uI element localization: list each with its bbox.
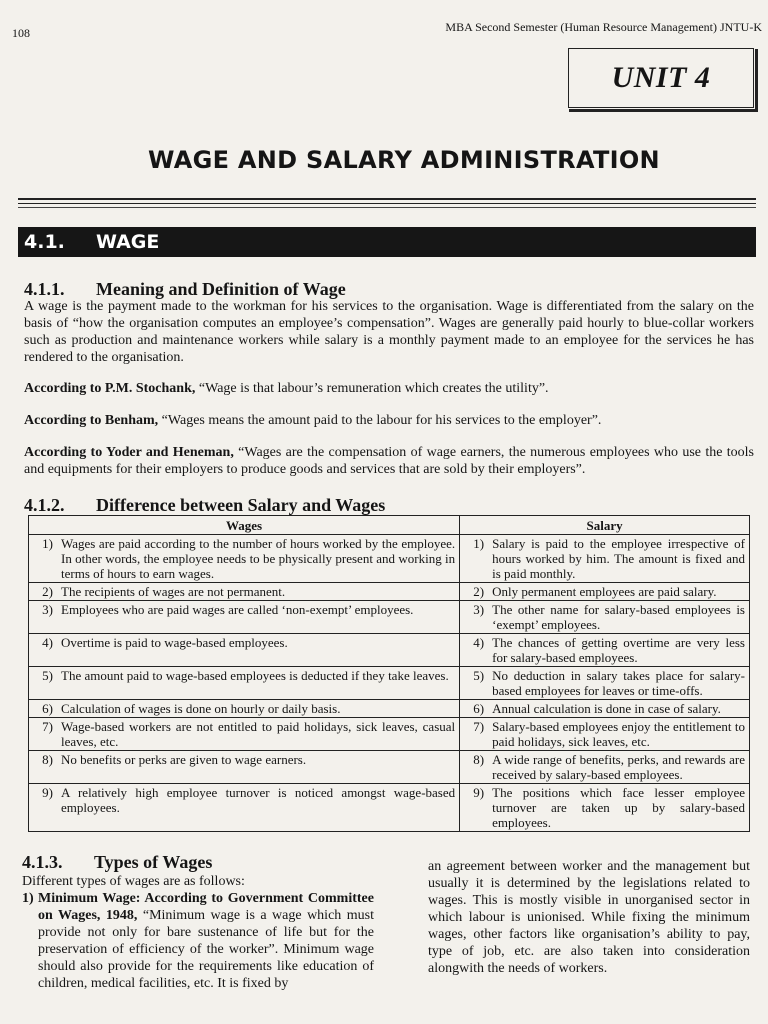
table-row (29, 601, 750, 634)
column-header-salary: Salary (460, 516, 750, 535)
title-rule (18, 207, 756, 208)
table-row (29, 583, 750, 601)
row-number: 4) (460, 634, 489, 667)
table-row (29, 667, 750, 700)
list-item-body: “Minimum wage is a wage which must provide not only for bare sustenance of life but for the preservation of efficiency of the worker”. Minimum wage should also provide for the requirements like education of children, medical facilities, etc. It is fixed by (38, 908, 374, 991)
quote-author: According to Yoder and Heneman, (24, 445, 234, 460)
wages-cell: The amount paid to wage-based employees is deducted if they take leaves. (57, 667, 460, 700)
wages-cell: The recipients of wages are not permanent. (57, 583, 460, 601)
salary-cell: Only permanent employees are paid salary. (488, 583, 749, 601)
wages-cell: No benefits or perks are given to wage earners. (57, 751, 460, 784)
row-number: 5) (460, 667, 489, 700)
subsection-title: Difference between Salary and Wages (96, 495, 386, 515)
row-number: 1) (29, 535, 58, 583)
wages-cell: Employees who are paid wages are called ‘non-exempt’ employees. (57, 601, 460, 634)
salary-cell: The chances of getting overtime are very less for salary-based employees. (488, 634, 749, 667)
table-row (29, 718, 750, 751)
quote-text: “Wage is that labour’s remuneration which creates the utility”. (195, 381, 549, 396)
subsection-title: Types of Wages (94, 852, 213, 872)
table-body (29, 535, 750, 832)
types-right-column: an agreement between worker and the management but usually it is determined by the legislations related to wages. This is mostly visible in unorganised sector in which labour is unionised. While fixing the minimum wages, other factors like organisation’s ability to pay, type of job, etc. are also taken into consideration alongwith the needs of workers. (428, 859, 750, 976)
section-title: WAGE (96, 231, 160, 253)
row-number: 4) (29, 634, 58, 667)
salary-cell: Salary-based employees enjoy the entitlement to paid holidays, sick leaves, etc. (488, 718, 749, 751)
wages-cell: Wage-based workers are not entitled to paid holidays, sick leaves, casual leaves, etc. (57, 718, 460, 751)
difference-table (28, 515, 750, 832)
salary-cell: No deduction in salary takes place for salary-based employees for leaves or time-offs. (488, 667, 749, 700)
row-number: 5) (29, 667, 58, 700)
row-number: 7) (29, 718, 58, 751)
salary-cell: Annual calculation is done in case of salary. (488, 700, 749, 718)
row-number: 2) (460, 583, 489, 601)
chapter-title: WAGE AND SALARY ADMINISTRATION (148, 146, 660, 174)
running-header: MBA Second Semester (Human Resource Management) JNTU-K (445, 20, 762, 34)
list-item (22, 890, 374, 992)
subsection-number: 4.1.3. (22, 852, 63, 872)
subsection-heading (22, 852, 374, 873)
row-number: 6) (460, 700, 489, 718)
row-number: 8) (29, 751, 58, 784)
types-left-column (22, 852, 374, 992)
unit-box (568, 48, 754, 108)
section-number: 4.1. (24, 231, 65, 253)
title-rule (18, 198, 756, 200)
page-number: 108 (12, 26, 30, 40)
quote-paragraph (24, 412, 754, 429)
subsection-title: Meaning and Definition of Wage (96, 279, 346, 299)
row-number: 9) (460, 784, 489, 832)
table-row (29, 751, 750, 784)
row-number: 7) (460, 718, 489, 751)
row-number: 3) (460, 601, 489, 634)
quote-text: “Wages means the amount paid to the labour for his services to the employer”. (158, 413, 602, 428)
title-rule (18, 203, 756, 204)
wages-cell: A relatively high employee turnover is noticed amongst wage-based employees. (57, 784, 460, 832)
wages-cell: Overtime is paid to wage-based employees. (57, 634, 460, 667)
salary-cell: Salary is paid to the employee irrespective of hours worked by him. The amount is fixed and is paid monthly. (488, 535, 749, 583)
definition-paragraph: A wage is the payment made to the workman for his services to the organisation. Wage is differentiated from the salary on the basis of “how the organisation computes an employee’s compensation”. Wages are generally paid hourly to blue-collar workers such as production and maintenance workers while salary is a monthly payment made to an employee for the services he has rendered to the organisation. (24, 299, 754, 365)
wages-cell: Calculation of wages is done on hourly or daily basis. (57, 700, 460, 718)
quote-text: “Wages are the compensation of wage earners, the numerous employees who use the tools and equipments for their employers to produce goods and services that are sold by their employers”. (24, 445, 754, 477)
subsection-number: 4.1.2. (24, 495, 65, 515)
section-heading-bar (18, 227, 756, 257)
row-number: 3) (29, 601, 58, 634)
salary-cell: The positions which face lesser employee turnover are taken up by salary-based employees. (488, 784, 749, 832)
table-header-row (29, 516, 750, 535)
table-row (29, 634, 750, 667)
salary-cell: A wide range of benefits, perks, and rewards are received by salary-based employees. (488, 751, 749, 784)
subsection-heading (24, 495, 385, 516)
quote-author: According to Benham, (24, 413, 159, 428)
quote-paragraph (24, 380, 754, 397)
column-header-wages: Wages (29, 516, 460, 535)
row-number: 1) (460, 535, 489, 583)
wages-cell: Wages are paid according to the number of hours worked by the employee. In other words, the employee needs to be physically present and working in terms of hours to earn wages. (57, 535, 460, 583)
salary-cell: The other name for salary-based employees is ‘exempt’ employees. (488, 601, 749, 634)
row-number: 9) (29, 784, 58, 832)
types-intro: Different types of wages are as follows: (22, 874, 245, 889)
subsection-heading (24, 279, 346, 300)
quote-paragraph (24, 444, 754, 478)
table-row (29, 535, 750, 583)
subsection-number: 4.1.1. (24, 279, 65, 299)
table-row (29, 700, 750, 718)
row-number: 6) (29, 700, 58, 718)
table-row (29, 784, 750, 832)
quote-author: According to P.M. Stochank, (24, 381, 196, 396)
list-item-number: 1) (22, 891, 34, 906)
unit-label: UNIT 4 (611, 61, 711, 94)
row-number: 2) (29, 583, 58, 601)
row-number: 8) (460, 751, 489, 784)
list-item-heading: Minimum Wage: According to Government Committee on Wages, 1948, (38, 891, 374, 923)
list-item-text (38, 890, 374, 992)
